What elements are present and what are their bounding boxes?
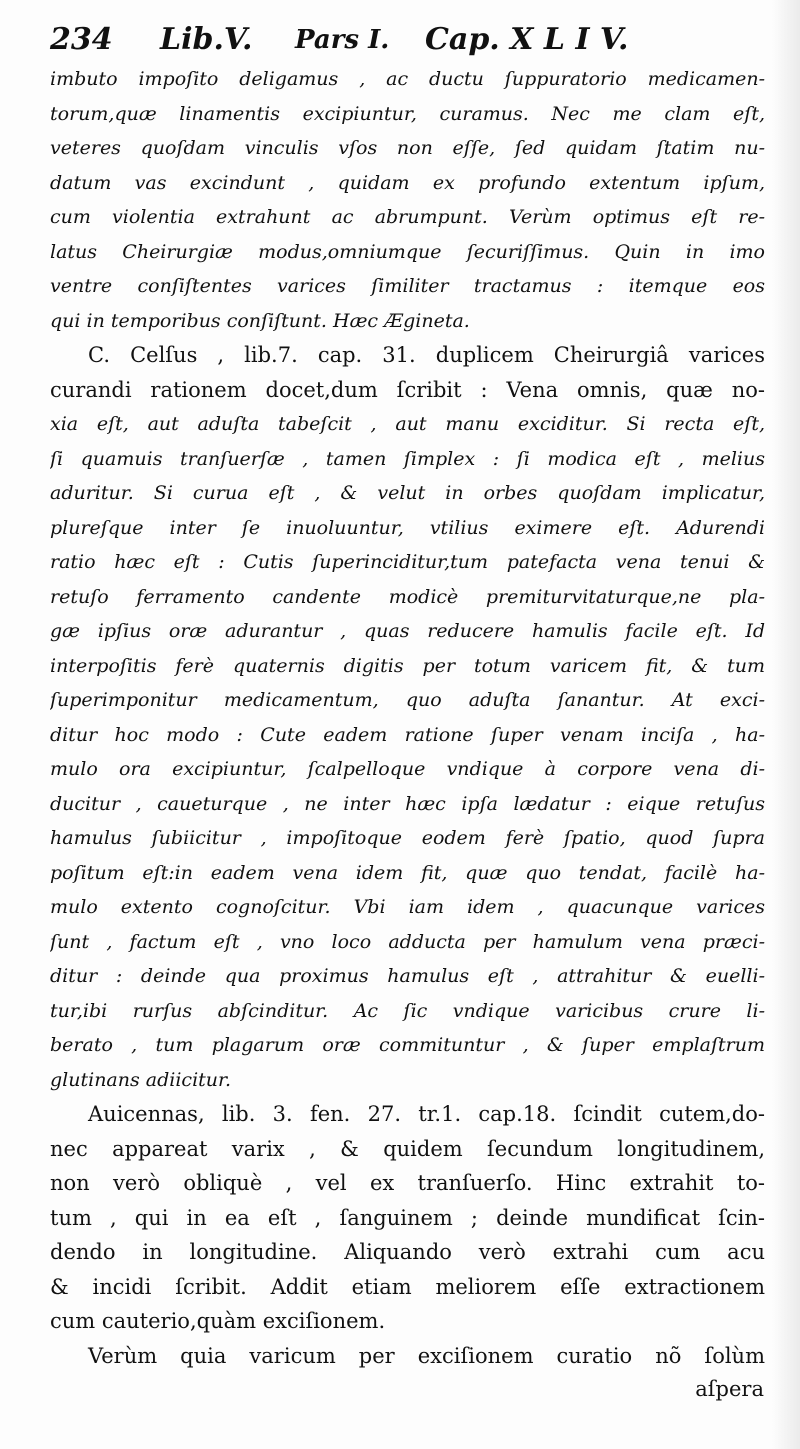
text-line: xia eſt, aut aduſta tabeſcit , aut manu exciditur. Si recta eſt,: [50, 413, 765, 435]
text-line: datum vas excindunt , quidam ex profundo extentum ipſum,: [50, 171, 765, 194]
text-line: mulo ora excipiuntur, ſcalpelloque vndique à corpore vena di-: [50, 758, 765, 780]
text-line: aduritur. Si curua eſt , & velut in orbes quoſdam implicatur,: [50, 482, 765, 504]
text-line: latus Cheirurgiæ modus,omniumque ſecuriſſimus. Quin in imo: [50, 240, 765, 263]
text-line: berato , tum plagarum oræ commituntur , & ſuper emplaſtrum: [50, 1034, 765, 1056]
text-line: ventre conſiſtentes varices ſimiliter tractamus : itemque eos: [50, 275, 765, 297]
header-caput: Cap. X L I V.: [425, 22, 629, 57]
page-edge-shadow: [772, 0, 800, 1449]
text-line: non verò obliquè , vel ex tranſuerſo. Hinc extrahit to-: [50, 1171, 765, 1195]
text-line: tur,ibi rurſus abſcinditur. Ac ſic vndique varicibus crure li-: [50, 999, 765, 1022]
text-line: mulo extento cognoſcitur. Vbi iam idem , quacunque varices: [50, 896, 765, 918]
text-line: hamulus ſubiicitur , impoſitoque eodem ferè ſpatio, quod ſupra: [50, 827, 765, 849]
header-liber: Lib.V.: [160, 22, 253, 57]
running-header: [50, 18, 750, 62]
text-line: interpoſitis ferè quaternis digitis per totum varicem fit, & tum: [50, 654, 765, 677]
body-text: [50, 62, 765, 1373]
text-line: ratio hæc eſt : Cutis ſuperinciditur,tum patefacta vena tenui &: [50, 551, 765, 573]
page-number: 234: [50, 22, 113, 57]
text-line: & incidi ſcribit. Addit etiam meliorem eſſe extractionem: [50, 1274, 765, 1299]
text-line: ditur hoc modo : Cute eadem ratione ſuper venam inciſa , ha-: [50, 723, 765, 746]
header-pars: Pars I.: [295, 25, 390, 55]
text-line: imbuto impoſito deligamus , ac ductu ſuppuratorio medicamen-: [50, 68, 765, 90]
text-line: gæ ipſius oræ adurantur , quas reducere hamulis facile eſt. Id: [50, 620, 765, 642]
text-line: Auicennas, lib. 3. fen. 27. tr.1. cap.18. ſcindit cutem,do-: [88, 1102, 765, 1126]
text-line: retuſo ferramento candente modicè premiturvitaturque,ne pla-: [50, 585, 765, 608]
text-line: ſunt , factum eſt , vno loco adducta per hamulum vena præci-: [50, 930, 765, 953]
text-line: torum,quæ linamentis excipiuntur, curamus. Nec me clam eſt,: [50, 102, 765, 125]
text-line: glutinans adiicitur.: [50, 1068, 232, 1091]
catchword: aſpera: [695, 1377, 764, 1401]
text-line: C. Celſus , lib.7. cap. 31. duplicem Cheirurgiâ varices: [88, 343, 765, 367]
text-line: cum violentia extrahunt ac abrumpunt. Verùm optimus eſt re-: [50, 206, 765, 228]
text-line: dendo in longitudine. Aliquando verò extrahi cum acu: [50, 1240, 765, 1264]
text-line: Verùm quia varicum per exciſionem curatio nõ ſolùm: [88, 1343, 765, 1368]
text-line: ſuperimponitur medicamentum, quo aduſta ſanantur. At exci-: [50, 689, 765, 711]
text-line: tum , qui in ea eſt , ſanguinem ; deinde mundificat ſcin-: [50, 1205, 765, 1230]
text-line: cum cauterio,quàm exciſionem.: [50, 1309, 386, 1333]
text-line: nec appareat varix , & quidem ſecundum longitudinem,: [50, 1136, 765, 1161]
text-line: curandi rationem docet,dum ſcribit : Vena omnis, quæ no-: [50, 377, 765, 402]
text-line: poſitum eſt:in eadem vena idem fit, quæ quo tendat, facilè ha-: [50, 861, 765, 884]
text-line: ſi quamuis tranſuerſæ , tamen ſimplex : ſi modica eſt , melius: [50, 447, 765, 470]
text-line: ditur : deinde qua proximus hamulus eſt , attrahitur & euelli-: [50, 965, 765, 987]
text-line: ducitur , caueturque , ne inter hæc ipſa lædatur : eique retuſus: [50, 792, 765, 815]
text-line: plureſque inter ſe inuoluuntur, vtilius eximere eſt. Adurendi: [50, 516, 765, 539]
text-line: qui in temporibus conſiſtunt. Hæc Æginetа.: [50, 309, 470, 332]
text-line: veteres quoſdam vinculis vſos non eſſe, ſed quidam ſtatim nu-: [50, 137, 765, 159]
